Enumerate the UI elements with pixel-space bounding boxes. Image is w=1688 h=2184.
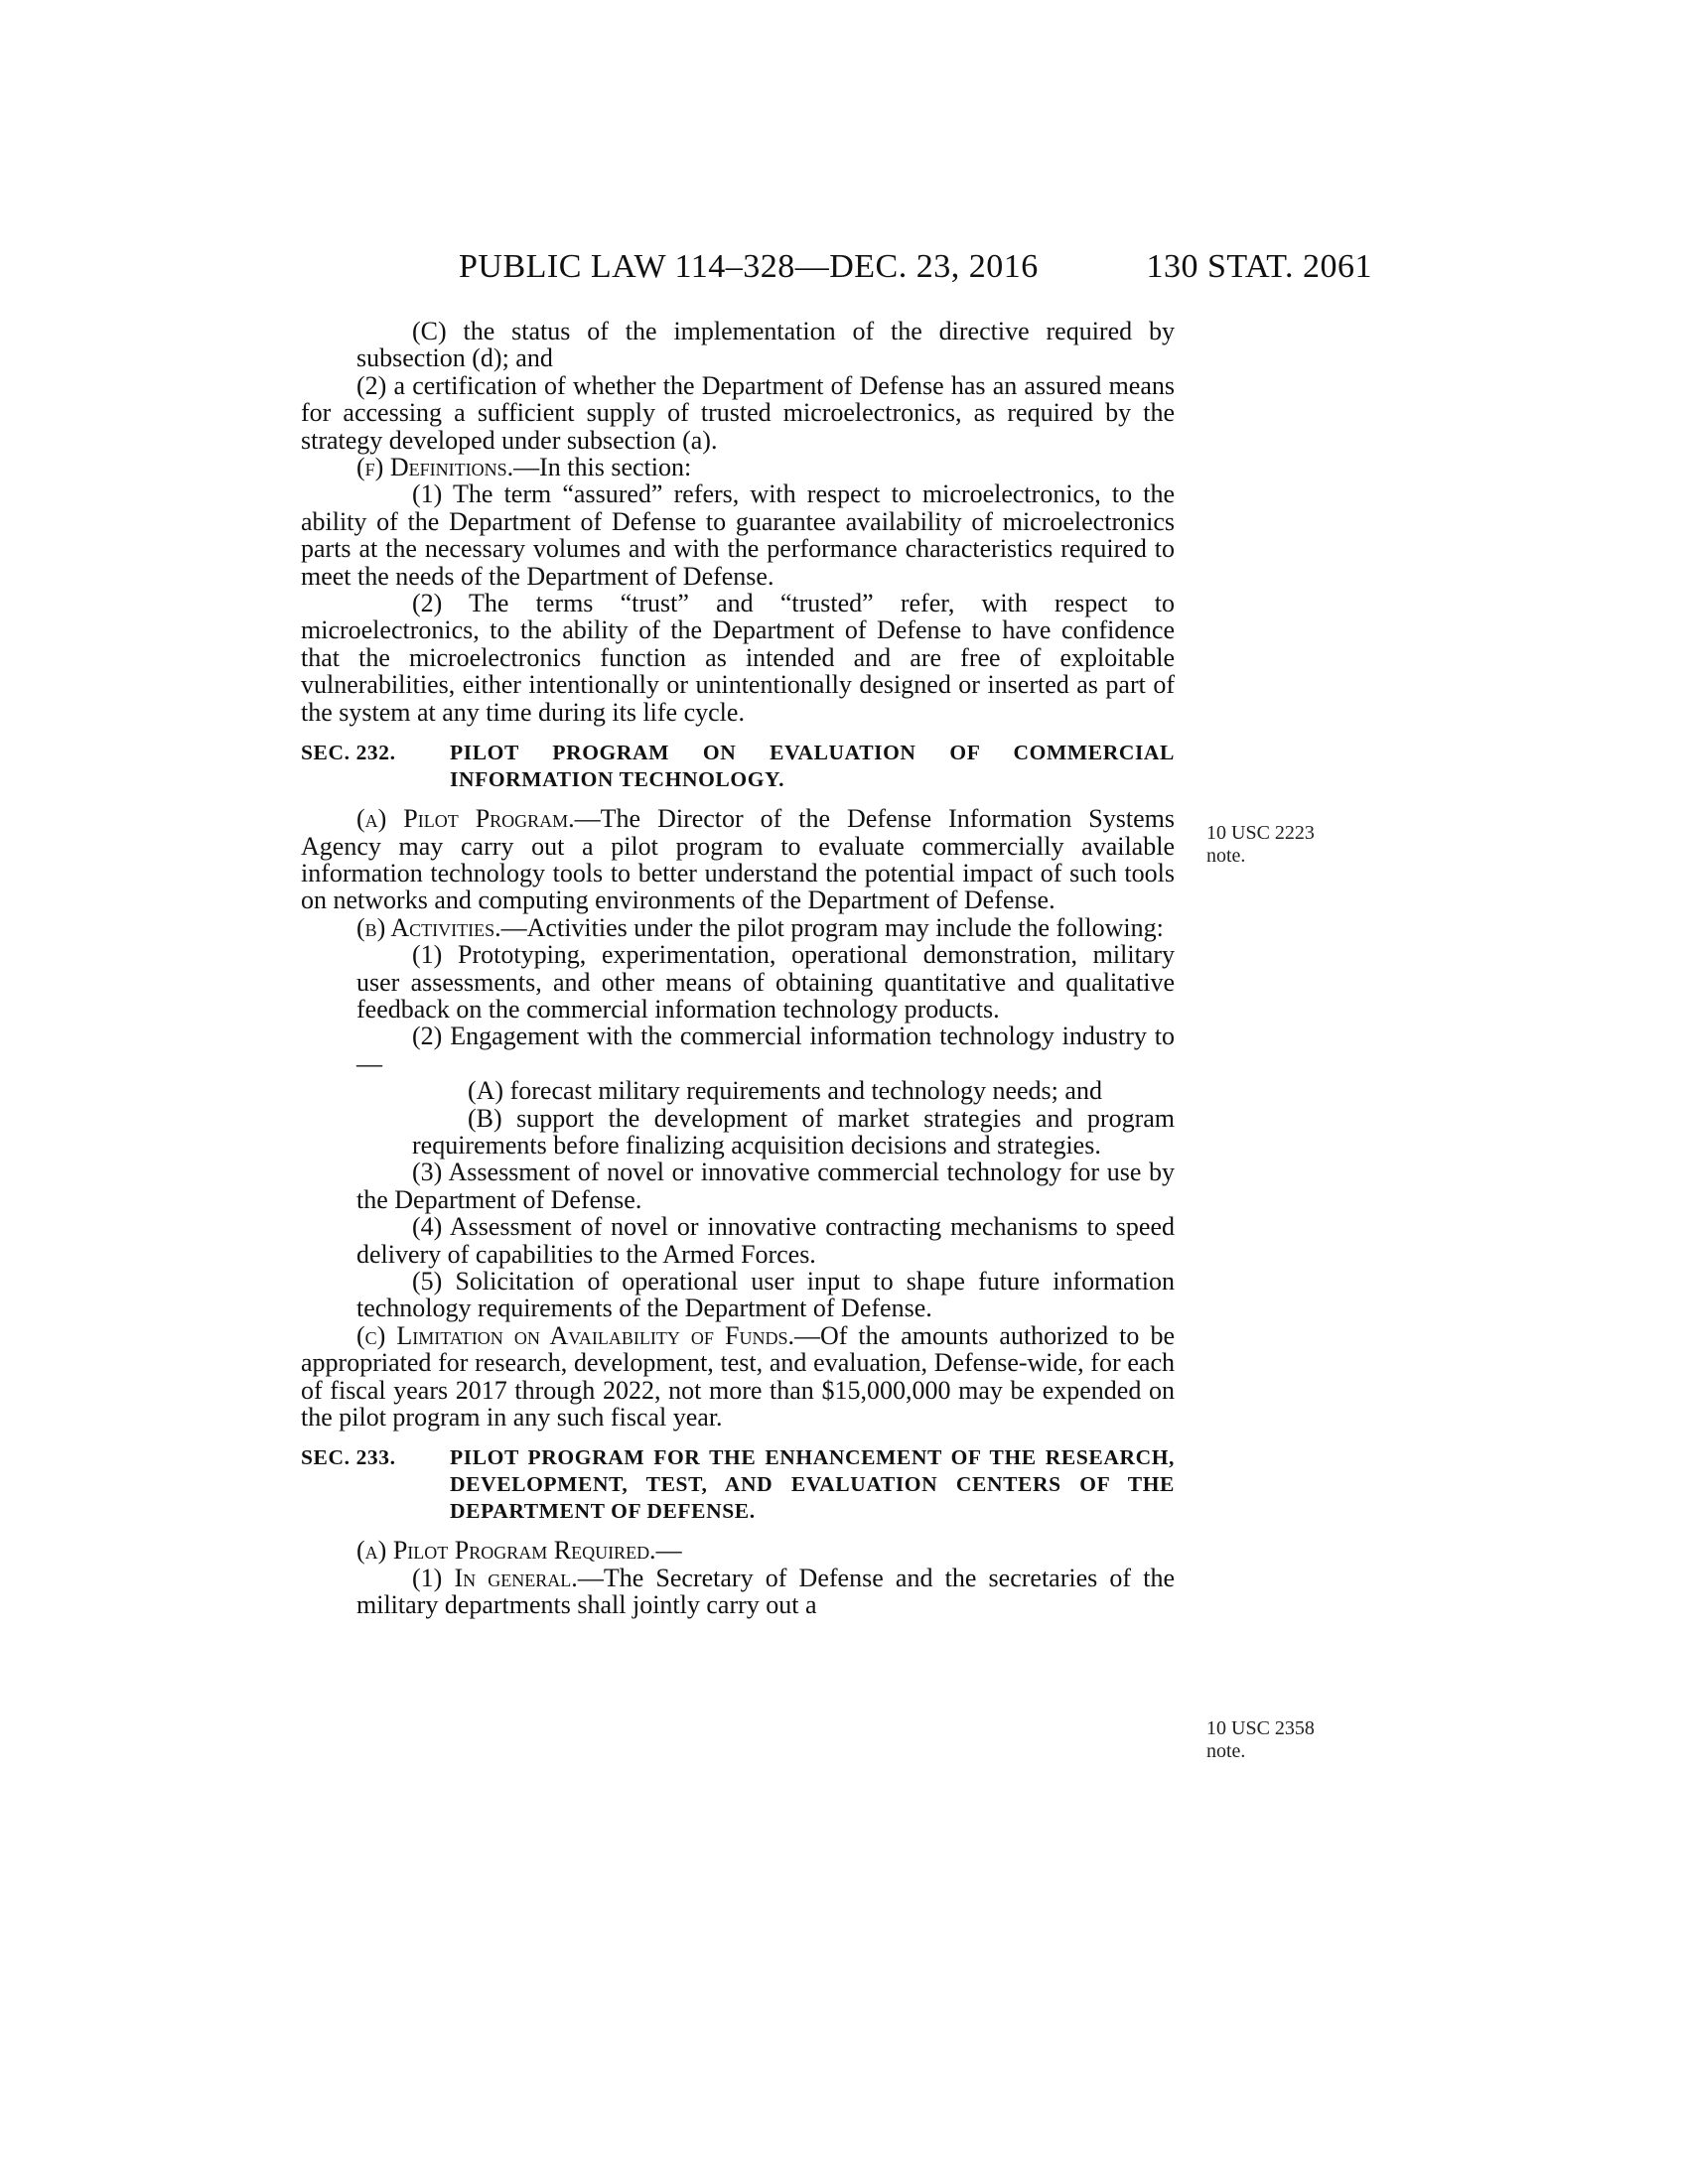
section-232-a-text: —The Director of the Defense Information Systems Agency may carry out a pilot program to evaluate commercially available information technology tools to better understand the potential impact of such tools on networks and computing environments of the Department of Defense. — [301, 804, 1175, 915]
activity-5: (5) Solicitation of operational user input to shape future information technology requirements of the Department of Defense. — [356, 1267, 1175, 1323]
paragraph-2: (2) a certification of whether the Department of Defense has an assured means for accessing a sufficient supply of trusted microelectronics, as required by the strategy developed under subsection (a). — [301, 370, 1175, 455]
section-232-subsection-b — [301, 914, 1175, 941]
section-232-subsection-c — [301, 1322, 1175, 1432]
margin-note-sec-233-label: note. — [1206, 1740, 1246, 1762]
margin-note-sec-232 — [1206, 822, 1355, 868]
activity-4: (4) Assessment of novel or innovative contracting mechanisms to speed delivery of capabilities to the Armed Forces. — [356, 1212, 1175, 1269]
activity-1: (1) Prototyping, experimentation, operational demonstration, military user assessments, and other means of obtaining quantitative and qualitative feedback on the commercial information technology products. — [356, 940, 1175, 1024]
activity-2B: (B) support the development of market strategies and program requirements before finalizing acquisition decisions and strategies. — [412, 1103, 1175, 1160]
section-232-c-heading: (c) Limitation on Availability of Funds. — [356, 1320, 794, 1350]
margin-note-sec-232-label: note. — [1206, 845, 1246, 867]
section-233-a-1 — [301, 1565, 1175, 1619]
activity-3: (3) Assessment of novel or innovative commercial technology for use by the Department of Defense. — [356, 1158, 1175, 1214]
section-233-number: SEC. 233. — [301, 1445, 396, 1470]
definition-2 — [301, 590, 1175, 726]
section-232-title: PILOT PROGRAM ON EVALUATION OF COMMERCIAL INFORMATION TECHNOLOGY. — [450, 741, 1175, 792]
section-233-title: PILOT PROGRAM FOR THE ENHANCEMENT OF THE RESEARCH, DEVELOPMENT, TEST, AND EVALUATION CENTERS OF THE DEPARTMENT OF DEFENSE. — [450, 1445, 1175, 1524]
section-233-a-1-text: —The Secretary of Defense and the secretaries of the military departments shall jointly carry out a — [356, 1563, 1176, 1620]
definition-2-text: (2) The terms “trust” and “trusted” refer, with respect to microelectronics, to the ability of the Department of Defense to have confidence that the microelectronics function as intended and are free of exploitable vulnerabilities, either intentionally or unintentionally designed or inserted as part of the system at any time during its life cycle. — [301, 589, 1175, 727]
section-233-a-text: — — [655, 1536, 682, 1566]
section-232-c-text: —Of the amounts authorized to be appropriated for research, development, test, and evaluation, Defense-wide, for each of fiscal years 2017 through 2022, not more than $15,000,000 may be expended on the pilot program in any such fiscal year. — [301, 1320, 1175, 1433]
section-233-subsection-a — [301, 1537, 1175, 1564]
section-232-a-heading: (a) Pilot Program. — [356, 804, 575, 834]
subsection-f — [301, 454, 1175, 480]
margin-note-sec-232-citation: 10 USC 2223 — [1206, 822, 1315, 844]
subsection-f-text: —In this section: — [513, 453, 692, 482]
section-233-heading — [301, 1444, 1175, 1525]
definition-1-text: (1) The term “assured” refers, with respect to microelectronics, to the ability of the Department of Defense to guarantee availability of microelectronics parts at the necessary volumes and with the performance characteristics required to meet the needs of the Department of Defense. — [301, 479, 1175, 591]
public-law-citation: PUBLIC LAW 114–328—DEC. 23, 2016 — [459, 248, 1039, 285]
subsection-f-heading: (f) Definitions. — [356, 453, 514, 482]
section-232-heading — [301, 740, 1175, 793]
margin-note-sec-233 — [1206, 1717, 1355, 1763]
paragraph-1C: (C) the status of the implementation of the directive required by subsection (d); and — [356, 317, 1175, 373]
section-233-a-heading: (a) Pilot Program Required. — [356, 1536, 656, 1566]
section-233-a-1-heading: (1) In general. — [412, 1563, 578, 1592]
document-body — [301, 318, 1175, 1619]
section-232-number: SEC. 232. — [301, 741, 396, 765]
activity-2A: (A) forecast military requirements and technology needs; and — [468, 1076, 1102, 1106]
statute-page-number: 130 STAT. 2061 — [1146, 248, 1372, 285]
section-232-b-heading: (b) Activities. — [356, 912, 501, 942]
definition-1 — [301, 480, 1175, 590]
margin-note-sec-233-citation: 10 USC 2358 — [1206, 1717, 1315, 1739]
page-header — [459, 248, 1372, 292]
section-232-subsection-a — [301, 805, 1175, 914]
section-232-b-text: —Activities under the pilot program may include the following: — [500, 912, 1164, 942]
activity-2: (2) Engagement with the commercial information technology industry to— — [356, 1022, 1175, 1078]
